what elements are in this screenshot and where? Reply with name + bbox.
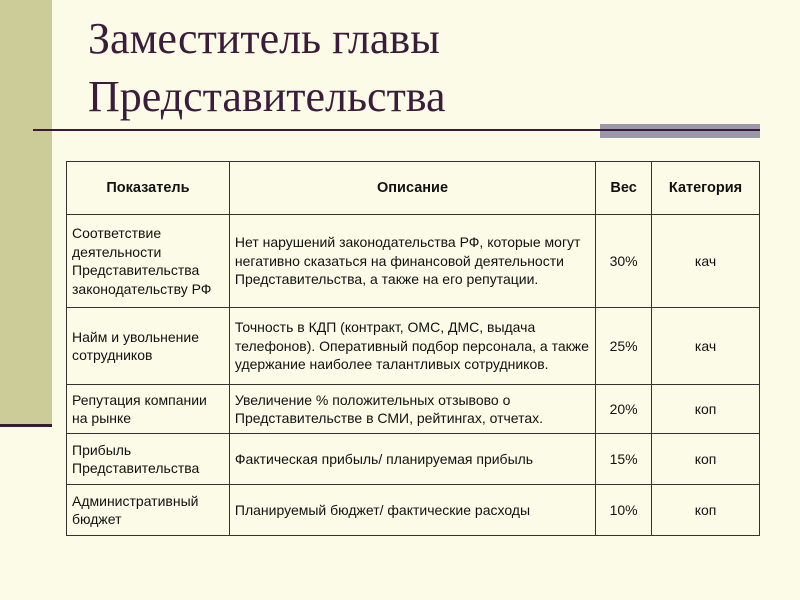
cell-weight: 15% xyxy=(596,434,652,485)
left-accent-bar xyxy=(0,0,52,424)
cell-indicator: Прибыль Представительства xyxy=(67,434,230,485)
cell-description: Нет нарушений законодательства РФ, которые могут негативно сказаться на финансовой деятельности Представительства, а также на его репутации. xyxy=(229,215,595,308)
table-row xyxy=(67,434,760,485)
table-header-row xyxy=(67,162,760,215)
cell-weight: 10% xyxy=(596,485,652,536)
cell-indicator: Административный бюджет xyxy=(67,485,230,536)
cell-weight: 25% xyxy=(596,308,652,385)
table-row xyxy=(67,385,760,434)
header-indicator: Показатель xyxy=(67,162,230,215)
kpi-table xyxy=(66,161,760,536)
cell-category: кач xyxy=(652,215,760,308)
title-divider xyxy=(33,129,600,131)
cell-weight: 30% xyxy=(596,215,652,308)
header-category: Категория xyxy=(652,162,760,215)
cell-indicator: Соответствие деятельности Представительства законодательству РФ xyxy=(67,215,230,308)
cell-indicator: Найм и увольнение сотрудников xyxy=(67,308,230,385)
cell-category: коп xyxy=(652,385,760,434)
cell-description: Точность в КДП (контракт, ОМС, ДМС, выдача телефонов). Оперативный подбор персонала, а также удержание наиболее талантливых сотрудников. xyxy=(229,308,595,385)
table-row xyxy=(67,215,760,308)
table-row xyxy=(67,485,760,536)
cell-category: кач xyxy=(652,308,760,385)
slide-title-line-2: Представительства xyxy=(88,72,446,121)
cell-indicator: Репутация компании на рынке xyxy=(67,385,230,434)
cell-weight: 20% xyxy=(596,385,652,434)
cell-description: Фактическая прибыль/ планируемая прибыль xyxy=(229,434,595,485)
header-weight: Вес xyxy=(596,162,652,215)
cell-description: Увеличение % положительных отзывово о Представительстве в СМИ, рейтингах, отчетах. xyxy=(229,385,595,434)
cell-category: коп xyxy=(652,434,760,485)
cell-description: Планируемый бюджет/ фактические расходы xyxy=(229,485,595,536)
cell-category: коп xyxy=(652,485,760,536)
header-description: Описание xyxy=(229,162,595,215)
table-row xyxy=(67,308,760,385)
title-divider-accent-line xyxy=(600,129,760,131)
title-divider-accent-block xyxy=(600,124,760,138)
slide-title-line-1: Заместитель главы xyxy=(88,14,440,63)
left-accent-underline xyxy=(0,424,52,427)
slide-title xyxy=(88,10,768,126)
